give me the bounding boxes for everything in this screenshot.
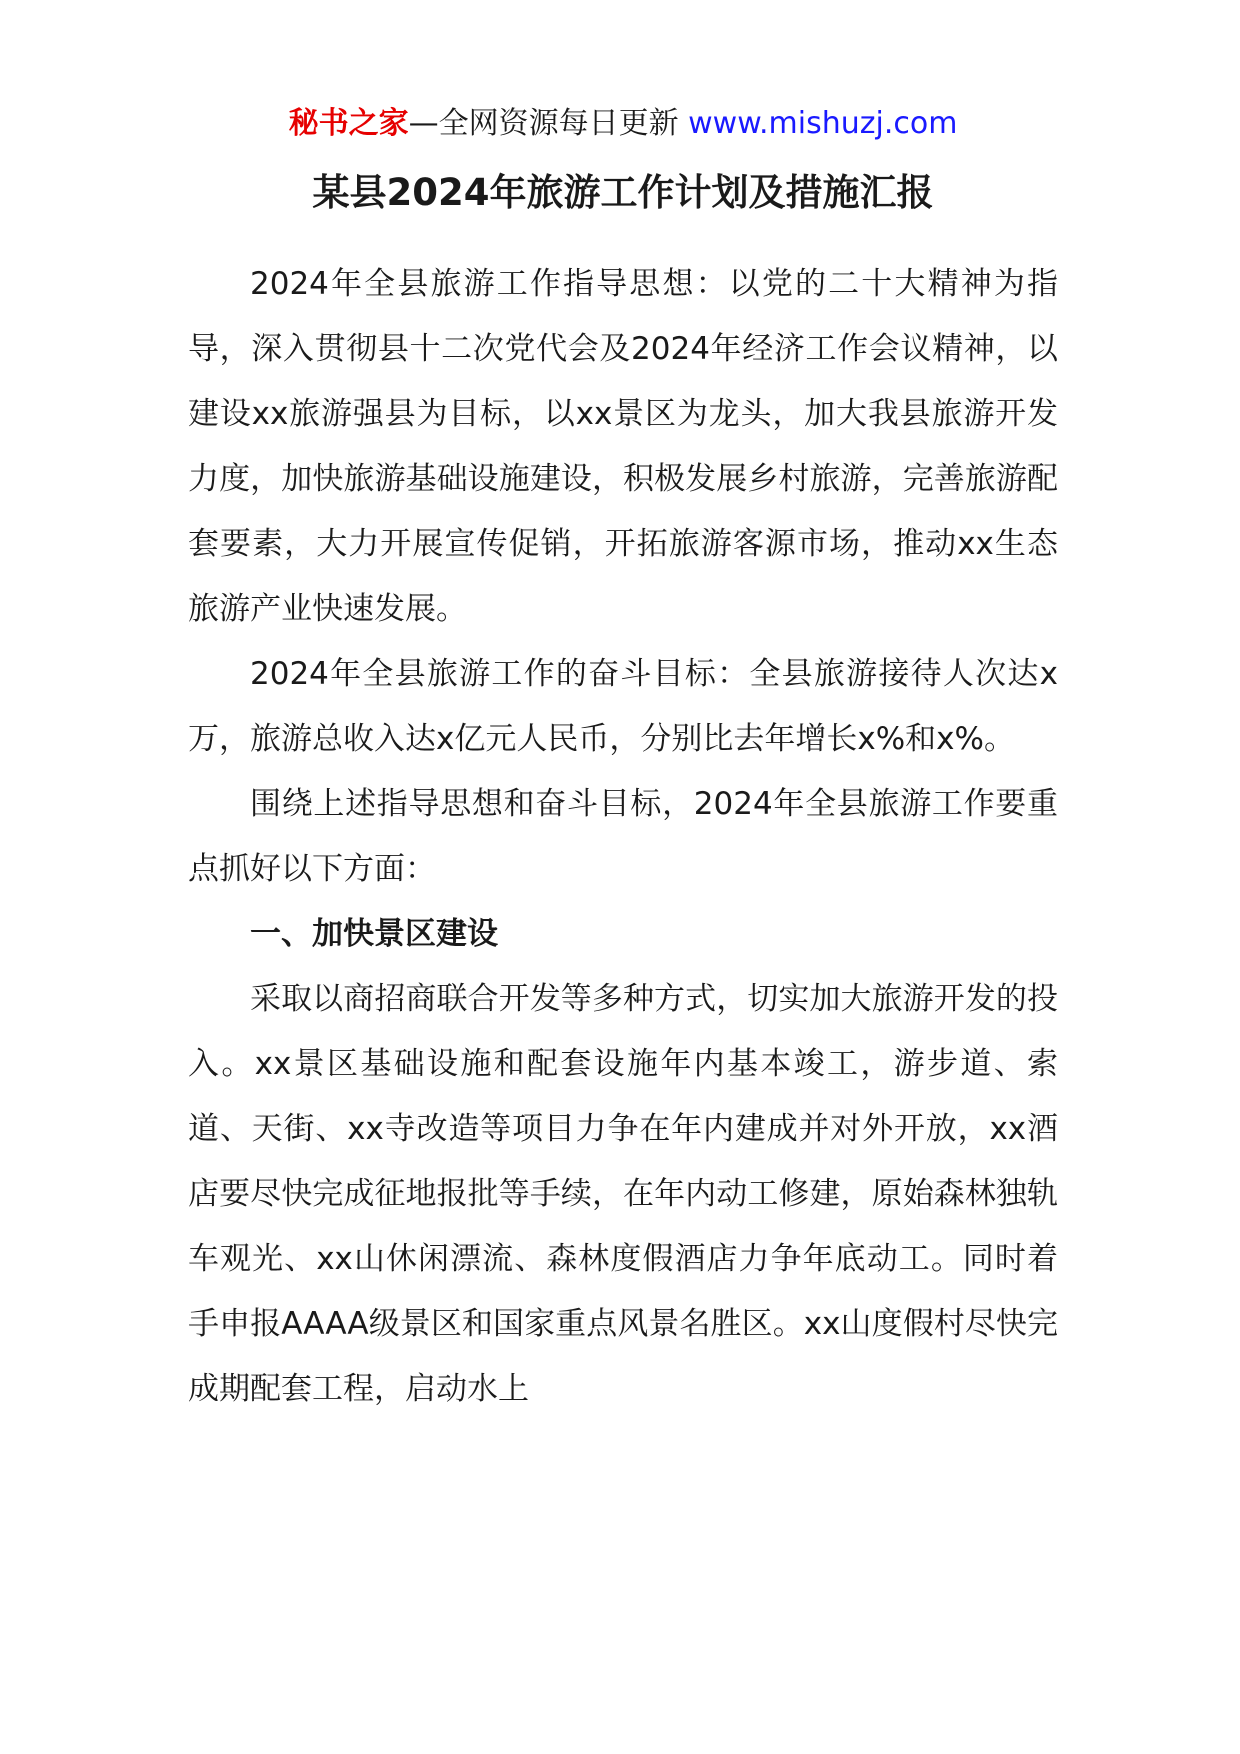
paragraph-guiding-ideology: 2024年全县旅游工作指导思想：以党的二十大精神为指导，深入贯彻县十二次党代会及2024年经济工作会议精神，以建设xx旅游强县为目标，以xx景区为龙头，加大我县旅游开发力度，加快旅游基础设施建设，积极发展乡村旅游，完善旅游配套要素，大力开展宣传促销，开拓旅游客源市场，推动xx生态旅游产业快速发展。 bbox=[188, 266, 1058, 627]
section-heading-scenic-construction: 一、加快景区建设 bbox=[250, 916, 498, 952]
header-tagline: —全网资源每日更新 bbox=[408, 106, 679, 141]
watermark-header bbox=[188, 100, 1058, 148]
paragraph-scenic-construction: 采取以商招商联合开发等多种方式，切实加大旅游开发的投入。xx景区基础设施和配套设施年内基本竣工，游步道、索道、天街、xx寺改造等项目力争在年内建成并对外开放，xx酒店要尽快完成征地报批等手续，在年内动工修建，原始森林独轨车观光、xx山休闲漂流、森林度假酒店力争年底动工。同时着手申报AAAA级景区和国家重点风景名胜区。xx山度假村尽快完成期配套工程，启动水上 bbox=[188, 981, 1058, 1407]
paragraph-focus-intro: 围绕上述指导思想和奋斗目标，2024年全县旅游工作要重点抓好以下方面： bbox=[188, 786, 1058, 887]
document-title: 某县2024年旅游工作计划及措施汇报 bbox=[312, 171, 934, 214]
site-url-link[interactable]: www.mishuzj.com bbox=[688, 106, 958, 141]
document-page bbox=[188, 100, 1058, 1422]
paragraph-goals: 2024年全县旅游工作的奋斗目标：全县旅游接待人次达x万，旅游总收入达x亿元人民币，分别比去年增长x%和x%。 bbox=[188, 656, 1058, 757]
brand-name: 秘书之家 bbox=[288, 106, 409, 141]
